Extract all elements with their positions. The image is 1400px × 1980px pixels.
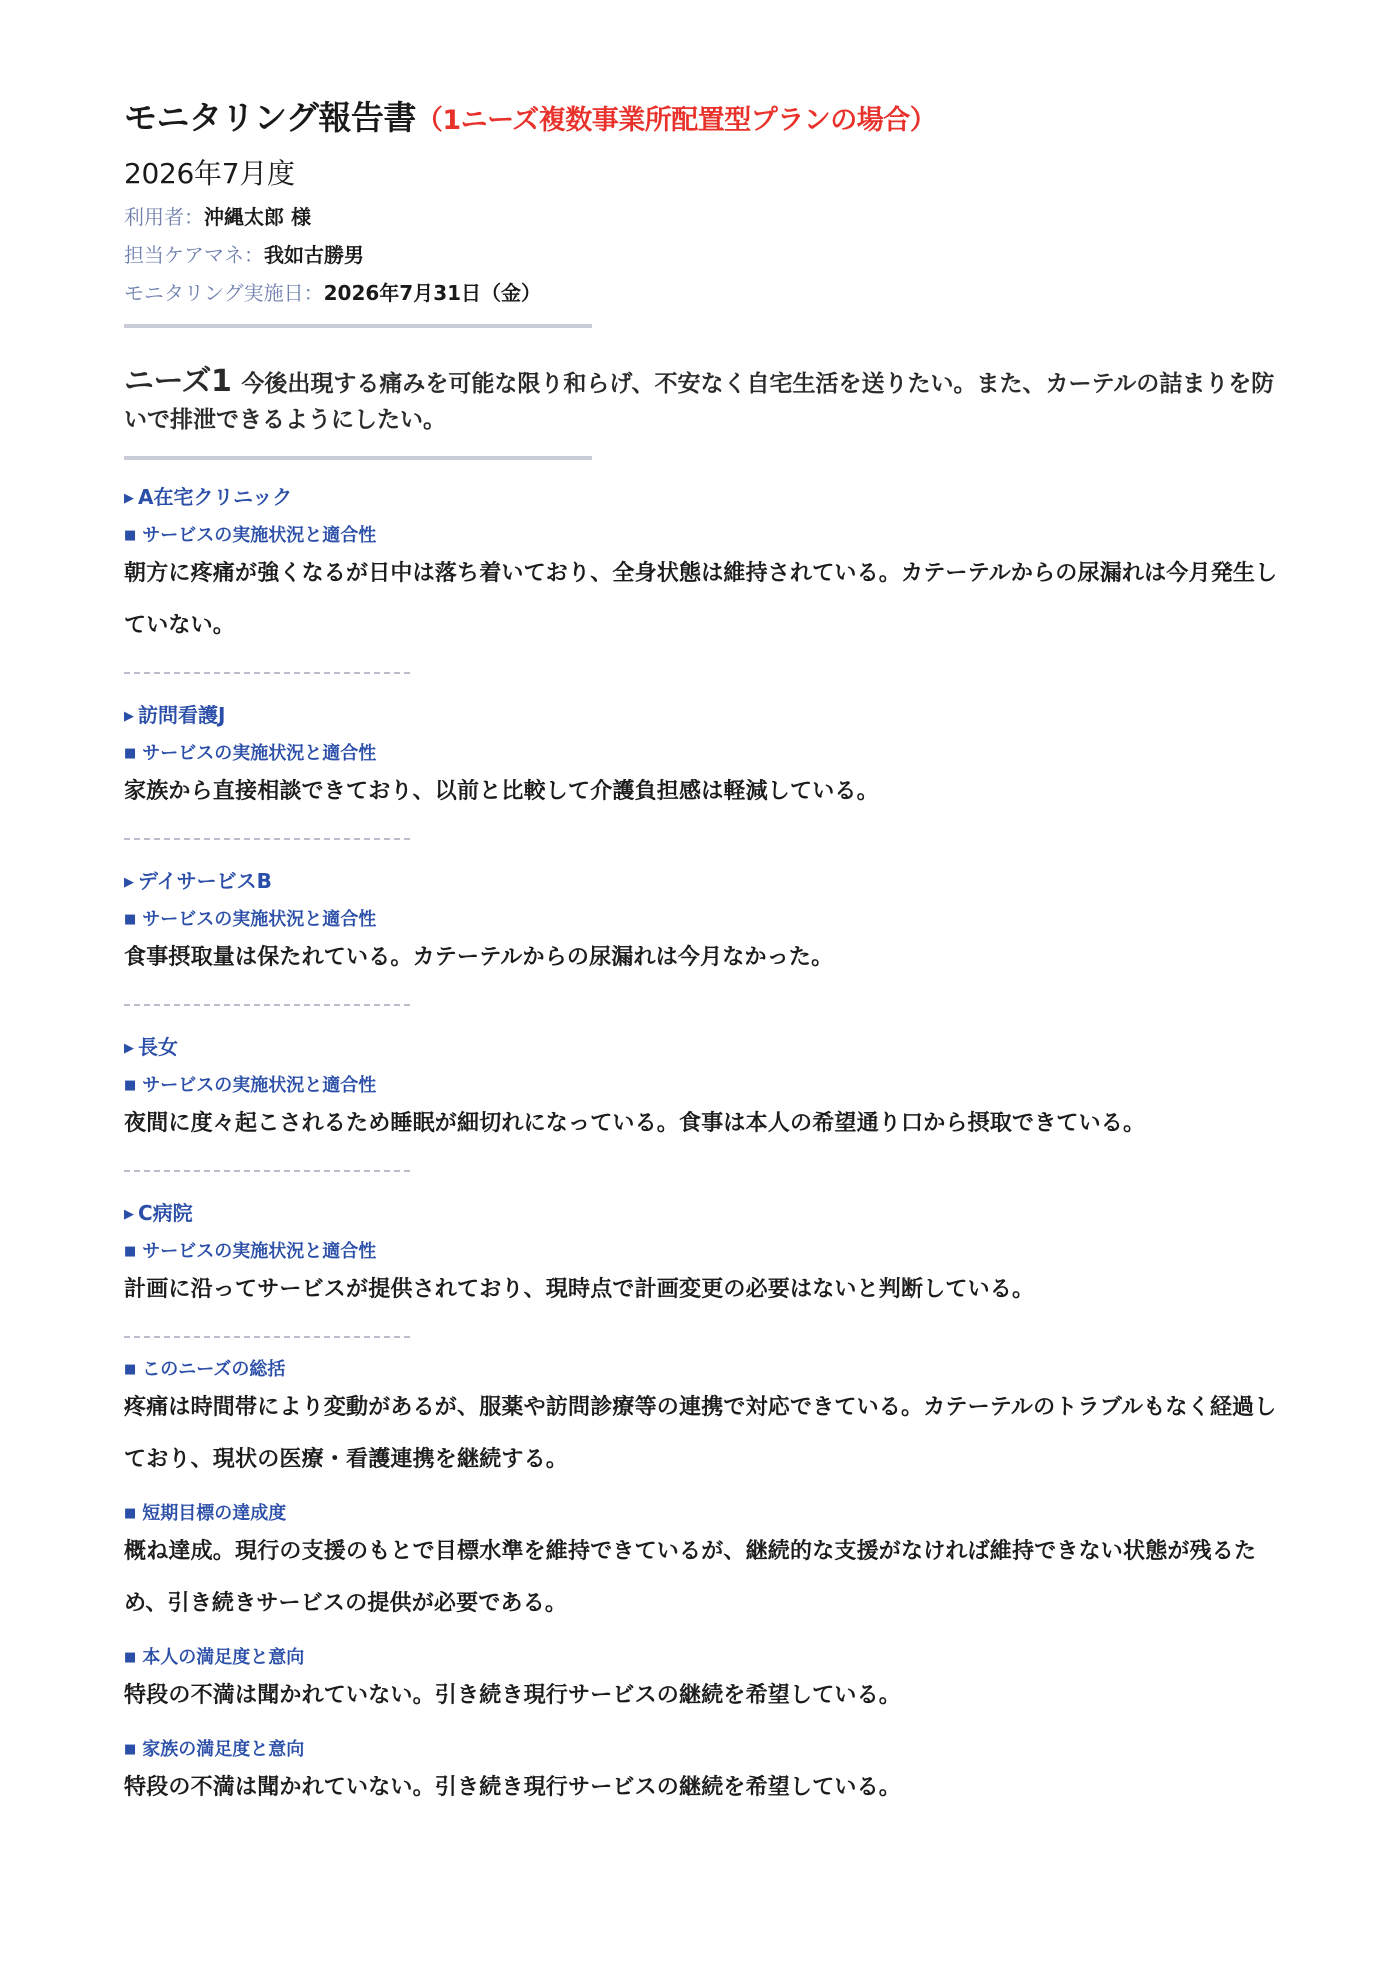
triangle-right-icon: ▶ xyxy=(124,491,134,506)
provider-section xyxy=(124,482,1280,652)
dashed-divider xyxy=(124,672,410,674)
service-status-label-text: サービスの実施状況と適合性 xyxy=(142,1075,377,1096)
summary-section xyxy=(124,1356,1280,1486)
provider-section xyxy=(124,1032,1280,1150)
dashed-divider xyxy=(124,838,410,840)
provider-name-text: 訪問看護J xyxy=(138,703,226,727)
provider-section xyxy=(124,1198,1280,1316)
square-bullet-icon: ■ xyxy=(124,746,137,761)
report-month: 2026年7月度 xyxy=(124,157,295,190)
meta-user xyxy=(124,198,1280,236)
provider-name xyxy=(124,700,1280,734)
report-title-note: （1ニーズ複数事業所配置型プランの場合） xyxy=(415,105,937,136)
summary-text: 疼痛は時間帯により変動があるが、服薬や訪問診療等の連携で対応できている。カテーテルのトラブルもなく経過しており、現状の医療・看護連携を継続する。 xyxy=(124,1395,1277,1472)
page-title xyxy=(124,95,1280,144)
service-status-label-text: サービスの実施状況と適合性 xyxy=(142,909,377,930)
dashed-divider xyxy=(124,1170,410,1172)
divider xyxy=(124,324,592,328)
family-satisfaction-label-text: 家族の満足度と意向 xyxy=(142,1739,305,1760)
service-status-label-text: サービスの実施状況と適合性 xyxy=(142,1241,377,1262)
meta-key: 担当ケアマネ： xyxy=(124,243,264,267)
provider-name xyxy=(124,1032,1280,1066)
report-title: モニタリング報告書 xyxy=(124,98,416,137)
triangle-right-icon: ▶ xyxy=(124,1041,134,1056)
need-number: ニーズ1 xyxy=(124,364,232,399)
square-bullet-icon: ■ xyxy=(124,1650,137,1665)
meta-value: 2026年7月31日（金） xyxy=(323,281,542,305)
provider-section xyxy=(124,866,1280,984)
square-bullet-icon: ■ xyxy=(124,1244,137,1259)
square-bullet-icon: ■ xyxy=(124,528,137,543)
triangle-right-icon: ▶ xyxy=(124,1207,134,1222)
user-satisfaction-text: 特段の不満は聞かれていない。引き続き現行サービスの継続を希望している。 xyxy=(124,1683,902,1708)
goal-achievement-label-text: 短期目標の達成度 xyxy=(142,1503,287,1524)
service-status-label-text: サービスの実施状況と適合性 xyxy=(142,525,377,546)
user-satisfaction-label-text: 本人の満足度と意向 xyxy=(142,1647,305,1668)
family-satisfaction-text: 特段の不満は聞かれていない。引き続き現行サービスの継続を希望している。 xyxy=(124,1775,902,1800)
provider-name-text: デイサービスB xyxy=(138,869,272,893)
meta-key: 利用者： xyxy=(124,205,204,229)
meta-value: 沖縄太郎 様 xyxy=(204,205,311,229)
provider-text: 朝方に疼痛が強くなるが日中は落ち着いており、全身状態は維持されている。カテーテルからの尿漏れは今月発生していない。 xyxy=(124,561,1278,638)
meta-value: 我如古勝男 xyxy=(264,243,364,267)
provider-name-text: 長女 xyxy=(138,1035,178,1059)
provider-name-text: A在宅クリニック xyxy=(138,485,293,509)
provider-text: 家族から直接相談できており、以前と比較して介護負担感は軽減している。 xyxy=(124,779,879,804)
dashed-divider xyxy=(124,1004,410,1006)
family-satisfaction-section xyxy=(124,1736,1280,1814)
meta-key: モニタリング実施日： xyxy=(124,281,324,305)
goal-achievement-section xyxy=(124,1500,1280,1630)
square-bullet-icon: ■ xyxy=(124,912,137,927)
need-heading xyxy=(124,364,1280,438)
square-bullet-icon: ■ xyxy=(124,1506,137,1521)
provider-text: 夜間に度々起こされるため睡眠が細切れになっている。食事は本人の希望通り口から摂取できている。 xyxy=(124,1111,1146,1136)
need-text: 今後出現する痛みを可能な限り和らげ、不安なく自宅生活を送りたい。また、カーテルの詰まりを防いで排泄できるようにしたい。 xyxy=(124,371,1275,433)
divider xyxy=(124,456,592,460)
square-bullet-icon: ■ xyxy=(124,1362,137,1377)
meta-block xyxy=(124,198,1280,312)
service-status-label-text: サービスの実施状況と適合性 xyxy=(142,743,377,764)
meta-care-manager xyxy=(124,236,1280,274)
summary-label-text: このニーズの総括 xyxy=(142,1359,286,1380)
provider-name xyxy=(124,1198,1280,1232)
provider-text: 計画に沿ってサービスが提供されており、現時点で計画変更の必要はないと判断している。 xyxy=(124,1277,1035,1302)
triangle-right-icon: ▶ xyxy=(124,709,134,724)
square-bullet-icon: ■ xyxy=(124,1078,137,1093)
triangle-right-icon: ▶ xyxy=(124,875,134,890)
user-satisfaction-section xyxy=(124,1644,1280,1722)
provider-text: 食事摂取量は保たれている。カテーテルからの尿漏れは今月なかった。 xyxy=(124,945,834,970)
meta-date xyxy=(124,274,1280,312)
goal-achievement-text: 概ね達成。現行の支援のもとで目標水準を維持できているが、継続的な支援がなければ維持できない状態が残るため、引き続きサービスの提供が必要である。 xyxy=(124,1539,1257,1616)
provider-name xyxy=(124,866,1280,900)
dashed-divider xyxy=(124,1336,410,1338)
provider-section xyxy=(124,700,1280,818)
provider-name-text: C病院 xyxy=(138,1201,193,1225)
provider-name xyxy=(124,482,1280,516)
square-bullet-icon: ■ xyxy=(124,1742,137,1757)
